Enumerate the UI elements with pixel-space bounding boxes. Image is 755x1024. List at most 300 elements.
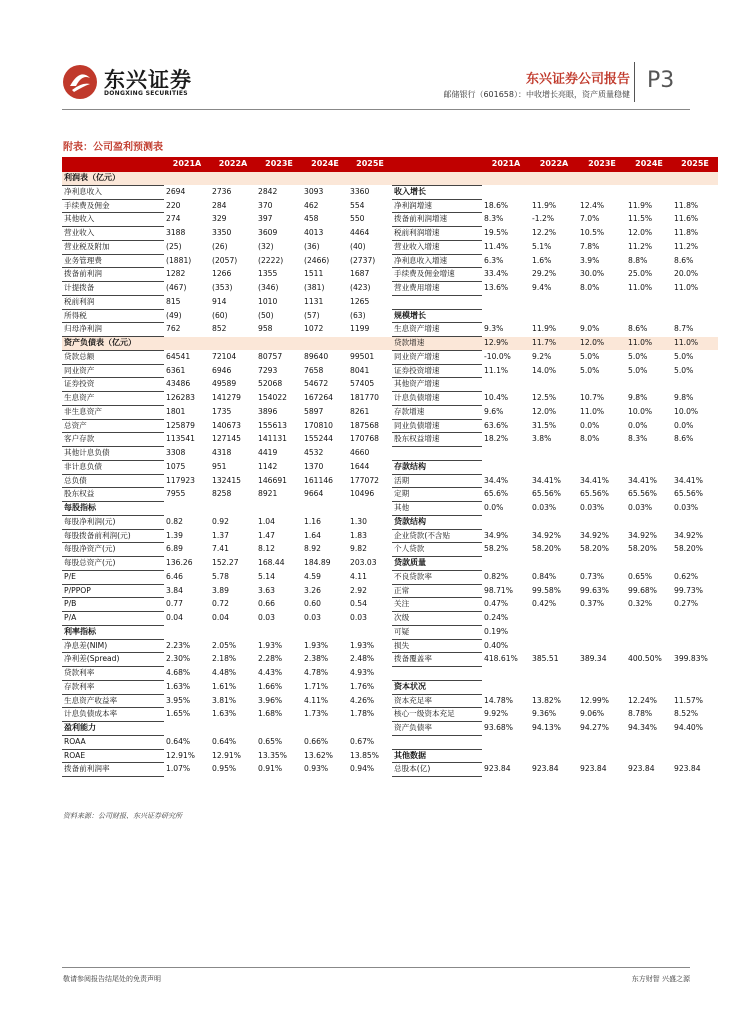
table-cell bbox=[164, 625, 210, 639]
table-cell: 2.28% bbox=[258, 654, 283, 664]
table-cell: 94.13% bbox=[532, 723, 561, 732]
table-cell: 34.41% bbox=[532, 475, 561, 485]
table-cell: 0.03% bbox=[532, 503, 557, 512]
table-cell: (26) bbox=[212, 241, 228, 251]
table-cell: 0.93% bbox=[304, 764, 329, 774]
table-cell: 951 bbox=[212, 461, 227, 471]
table-cell: 9.8% bbox=[674, 393, 694, 402]
row-label: 净利润增速 bbox=[392, 199, 482, 213]
table-cell bbox=[530, 749, 578, 763]
table-cell: 49589 bbox=[212, 379, 237, 389]
table-cell: (60) bbox=[212, 310, 228, 320]
table-cell bbox=[672, 172, 718, 185]
table-cell: 98.71% bbox=[484, 585, 513, 595]
table-cell bbox=[626, 172, 672, 185]
row-label: 手续费及佣金增速 bbox=[392, 268, 482, 282]
table-cell bbox=[578, 625, 626, 639]
table-cell: 400.50% bbox=[628, 654, 662, 664]
row-label: 生息资产增速 bbox=[392, 323, 482, 337]
disclaimer-note: 敬请参阅报告结尾处的免责声明 bbox=[63, 975, 161, 983]
table-cell: 58.20% bbox=[674, 544, 703, 554]
table-cell: 34.9% bbox=[484, 530, 509, 540]
table-cell: 13.85% bbox=[350, 750, 379, 760]
row-label: 贷款质量 bbox=[392, 557, 482, 571]
table-cell: 34.41% bbox=[580, 475, 609, 485]
row-label: 每股净利润(元) bbox=[62, 515, 164, 529]
table-cell bbox=[482, 309, 530, 323]
table-cell: 6946 bbox=[212, 365, 232, 375]
table-cell bbox=[530, 295, 578, 309]
table-cell: 9.6% bbox=[484, 406, 504, 416]
table-cell: 18.6% bbox=[484, 200, 509, 210]
column-header: 2025E bbox=[672, 157, 718, 172]
table-cell: 1511 bbox=[304, 269, 324, 279]
row-label: 不良贷款率 bbox=[392, 570, 482, 584]
table-cell: 65.56% bbox=[580, 489, 609, 499]
table-cell: 125879 bbox=[166, 420, 195, 430]
table-cell: 0.03 bbox=[258, 613, 275, 622]
table-cell bbox=[302, 172, 348, 185]
table-cell: 11.9% bbox=[532, 200, 557, 210]
table-cell: 0.62% bbox=[674, 571, 699, 581]
table-cell: 141279 bbox=[212, 393, 241, 402]
row-label: 贷款结构 bbox=[392, 515, 482, 529]
table-cell bbox=[578, 447, 626, 461]
row-label bbox=[392, 667, 482, 681]
table-cell: 94.27% bbox=[580, 723, 609, 732]
table-cell bbox=[348, 625, 392, 639]
table-cell: 1370 bbox=[304, 461, 324, 471]
row-label: 利率指标 bbox=[62, 625, 164, 639]
table-cell bbox=[210, 172, 256, 185]
table-cell: 8041 bbox=[350, 365, 370, 375]
table-cell: 4464 bbox=[350, 228, 370, 237]
table-cell bbox=[530, 625, 578, 639]
table-cell bbox=[672, 460, 718, 474]
table-row bbox=[62, 639, 718, 653]
table-cell: 3.84 bbox=[166, 585, 183, 595]
table-cell: 43486 bbox=[166, 379, 191, 389]
table-cell bbox=[530, 557, 578, 571]
table-cell: 7955 bbox=[166, 489, 186, 499]
table-row bbox=[62, 295, 718, 309]
row-label: 收入增长 bbox=[392, 185, 482, 199]
table-cell: 2.18% bbox=[212, 654, 237, 664]
table-cell bbox=[482, 378, 530, 392]
header-rule bbox=[62, 109, 690, 110]
table-cell: 58.2% bbox=[484, 544, 509, 554]
table-cell: 72104 bbox=[212, 351, 237, 361]
table-cell bbox=[578, 185, 626, 199]
table-cell bbox=[530, 680, 578, 694]
table-cell: 6361 bbox=[166, 365, 186, 375]
row-label: 税前利润增速 bbox=[392, 227, 482, 241]
row-label: 企业贷款(不含贴 bbox=[392, 529, 482, 543]
table-cell: 0.03% bbox=[580, 503, 605, 512]
table-cell: 9.36% bbox=[532, 709, 557, 719]
table-cell: 94.34% bbox=[628, 723, 657, 732]
table-row bbox=[62, 172, 718, 185]
table-cell: 34.4% bbox=[484, 475, 509, 485]
table-cell: (346) bbox=[258, 283, 279, 292]
table-cell bbox=[626, 680, 672, 694]
table-cell: 329 bbox=[212, 214, 227, 224]
table-cell: 3.9% bbox=[580, 255, 600, 265]
column-header: 2024E bbox=[302, 157, 348, 172]
table-cell: 0.60 bbox=[304, 599, 321, 609]
table-cell: 7293 bbox=[258, 365, 278, 375]
table-cell: 13.35% bbox=[258, 750, 287, 760]
table-cell: 762 bbox=[166, 324, 181, 334]
table-cell: 8921 bbox=[258, 489, 278, 499]
table-cell: 1.83 bbox=[350, 530, 367, 540]
table-cell: 11.7% bbox=[530, 337, 578, 351]
table-cell: 0.67% bbox=[350, 736, 375, 746]
table-cell: 3.96% bbox=[258, 695, 283, 705]
table-cell: 184.89 bbox=[304, 558, 331, 567]
table-cell: 9.3% bbox=[484, 324, 504, 334]
table-cell: 1.04 bbox=[258, 516, 275, 526]
table-cell bbox=[164, 172, 210, 185]
table-cell: 6.46 bbox=[166, 571, 183, 581]
forecast-table bbox=[62, 157, 718, 777]
table-cell: 155244 bbox=[304, 434, 333, 444]
row-label: 贷款利率 bbox=[62, 667, 164, 681]
table-cell: 3.63 bbox=[258, 585, 275, 595]
table-cell: 34.92% bbox=[628, 530, 657, 540]
company-logo-icon bbox=[62, 64, 98, 100]
table-cell bbox=[626, 625, 672, 639]
row-label: 营业费用增速 bbox=[392, 282, 482, 296]
row-label: 生息资产收益率 bbox=[62, 694, 164, 708]
table-cell: 0.66% bbox=[304, 736, 329, 746]
table-cell: 9.4% bbox=[532, 283, 552, 292]
table-row bbox=[62, 722, 718, 736]
table-cell: 0.84% bbox=[532, 571, 557, 581]
table-row bbox=[62, 557, 718, 571]
row-label: 资本充足率 bbox=[392, 694, 482, 708]
table-cell bbox=[210, 502, 256, 516]
row-label: 损失 bbox=[392, 639, 482, 653]
table-cell: 1010 bbox=[258, 296, 278, 306]
table-cell: (353) bbox=[212, 283, 233, 292]
table-row bbox=[62, 378, 718, 392]
table-cell: 0.65% bbox=[628, 571, 653, 581]
table-row bbox=[62, 667, 718, 681]
table-cell bbox=[626, 447, 672, 461]
table-cell: 19.5% bbox=[484, 228, 509, 237]
table-cell: 1199 bbox=[350, 324, 370, 334]
table-cell: 8.3% bbox=[628, 434, 648, 444]
table-cell: -10.0% bbox=[484, 351, 511, 361]
row-label: 核心一级资本充足 bbox=[392, 708, 482, 722]
table-cell: 1687 bbox=[350, 269, 370, 279]
table-cell: 0.0% bbox=[628, 420, 648, 430]
row-label: 净利息收入 bbox=[62, 185, 164, 199]
column-header: 2021A bbox=[482, 157, 530, 172]
table-cell bbox=[626, 309, 672, 323]
row-label: 税前利润 bbox=[62, 295, 164, 309]
table-cell bbox=[672, 667, 718, 681]
table-cell: 8.78% bbox=[628, 709, 653, 719]
row-label: 存款结构 bbox=[392, 460, 482, 474]
table-cell bbox=[164, 502, 210, 516]
table-cell bbox=[530, 185, 578, 199]
table-cell bbox=[578, 612, 626, 626]
row-label: 生息资产 bbox=[62, 392, 164, 406]
row-label: 归母净利润 bbox=[62, 323, 164, 337]
table-cell: 284 bbox=[212, 200, 227, 210]
table-cell: 0.03 bbox=[304, 613, 321, 622]
table-cell: 4.68% bbox=[166, 668, 191, 677]
row-label: ROAE bbox=[62, 749, 164, 763]
table-cell: 1.16 bbox=[304, 516, 321, 526]
column-header: 2025E bbox=[348, 157, 392, 172]
row-label: 存款增速 bbox=[392, 405, 482, 419]
row-label: 非生息资产 bbox=[62, 405, 164, 419]
table-cell bbox=[626, 515, 672, 529]
table-cell: 385.51 bbox=[532, 654, 559, 664]
table-cell: 10.7% bbox=[580, 393, 605, 402]
table-cell: 8.0% bbox=[580, 434, 600, 444]
table-cell bbox=[530, 460, 578, 474]
footer-slogan: 东方财智 兴盛之源 bbox=[631, 975, 690, 983]
table-cell: 923.84 bbox=[628, 764, 655, 774]
table-cell: 25.0% bbox=[628, 269, 653, 279]
table-cell bbox=[256, 502, 302, 516]
row-label bbox=[392, 172, 482, 185]
table-cell: (57) bbox=[304, 310, 320, 320]
table-cell: 0.64% bbox=[212, 736, 237, 746]
table-cell: 12.0% bbox=[628, 228, 653, 237]
table-cell: 9.06% bbox=[580, 709, 605, 719]
row-label: 正常 bbox=[392, 584, 482, 598]
row-label: 盈利能力 bbox=[62, 722, 164, 736]
table-row bbox=[62, 309, 718, 323]
table-cell: 370 bbox=[258, 200, 273, 210]
table-cell: 170810 bbox=[304, 420, 333, 430]
table-cell: 3.8% bbox=[532, 434, 552, 444]
table-cell: 11.4% bbox=[484, 241, 509, 251]
table-cell bbox=[482, 515, 530, 529]
column-header: 2021A bbox=[164, 157, 210, 172]
table-cell: 0.03% bbox=[628, 503, 653, 512]
table-cell: 8.92 bbox=[304, 544, 321, 554]
table-cell: 65.6% bbox=[484, 489, 509, 499]
row-label: 定期 bbox=[392, 488, 482, 502]
table-row bbox=[62, 502, 718, 516]
table-cell: 13.82% bbox=[532, 695, 561, 705]
table-cell: 0.0% bbox=[674, 420, 694, 430]
table-cell: -1.2% bbox=[532, 214, 555, 224]
table-cell: 397 bbox=[258, 214, 273, 224]
table-cell bbox=[482, 295, 530, 309]
table-cell: 9.92% bbox=[484, 709, 509, 719]
table-cell: 0.24% bbox=[484, 613, 509, 622]
table-cell: 12.4% bbox=[580, 200, 605, 210]
row-label: 每股指标 bbox=[62, 502, 164, 516]
report-header bbox=[62, 58, 690, 108]
table-cell: 1.61% bbox=[212, 681, 237, 691]
table-row bbox=[62, 199, 718, 213]
table-cell: 0.77 bbox=[166, 599, 183, 609]
table-cell: 11.0% bbox=[628, 283, 653, 292]
table-row bbox=[62, 240, 718, 254]
table-cell: 99.73% bbox=[674, 585, 703, 595]
table-cell: 65.56% bbox=[628, 489, 657, 499]
table-cell: 113541 bbox=[166, 434, 195, 444]
table-cell bbox=[482, 749, 530, 763]
table-cell bbox=[482, 172, 530, 185]
table-cell: 462 bbox=[304, 200, 319, 210]
table-cell: 8.52% bbox=[674, 709, 699, 719]
table-cell: 11.5% bbox=[628, 214, 653, 224]
table-cell: 168.44 bbox=[258, 558, 285, 567]
table-cell bbox=[256, 172, 302, 185]
table-cell bbox=[530, 515, 578, 529]
table-cell: 99.58% bbox=[532, 585, 561, 595]
table-cell: 9.82 bbox=[350, 544, 367, 554]
table-cell bbox=[164, 337, 210, 351]
table-cell: 3360 bbox=[350, 186, 370, 196]
table-row bbox=[62, 749, 718, 763]
table-cell: 1282 bbox=[166, 269, 186, 279]
table-cell: 389.34 bbox=[580, 654, 607, 664]
table-cell: (2737) bbox=[350, 255, 376, 265]
table-cell: 2694 bbox=[166, 186, 186, 196]
table-cell: 12.2% bbox=[532, 228, 557, 237]
table-cell bbox=[578, 667, 626, 681]
table-cell bbox=[482, 447, 530, 461]
row-label: 手续费及佣金 bbox=[62, 199, 164, 213]
table-cell: 3.81% bbox=[212, 695, 237, 705]
table-cell: 11.8% bbox=[674, 228, 699, 237]
table-cell: 4.43% bbox=[258, 668, 283, 677]
table-cell: 170768 bbox=[350, 434, 379, 444]
table-cell: 923.84 bbox=[484, 764, 511, 774]
table-cell bbox=[348, 502, 392, 516]
table-cell: 1801 bbox=[166, 406, 186, 416]
table-cell: (2057) bbox=[212, 255, 238, 265]
table-cell: 126283 bbox=[166, 393, 195, 402]
table-row bbox=[62, 680, 718, 694]
table-cell: 1.65% bbox=[166, 709, 191, 719]
row-label: P/A bbox=[62, 612, 164, 626]
row-label: 每股总资产(元) bbox=[62, 557, 164, 571]
table-cell bbox=[672, 749, 718, 763]
table-cell bbox=[672, 447, 718, 461]
table-cell: 12.91% bbox=[166, 750, 195, 760]
column-header bbox=[392, 157, 482, 172]
table-cell: 9664 bbox=[304, 489, 324, 499]
table-cell: 161146 bbox=[304, 475, 333, 485]
row-label: 同业负债增速 bbox=[392, 419, 482, 433]
table-cell: 0.32% bbox=[628, 599, 653, 609]
table-cell bbox=[482, 735, 530, 749]
table-row bbox=[62, 570, 718, 584]
table-cell: 93.68% bbox=[484, 723, 513, 732]
row-label: 客户存款 bbox=[62, 433, 164, 447]
row-label: 可疑 bbox=[392, 625, 482, 639]
table-cell: 6.89 bbox=[166, 544, 183, 554]
table-header-row bbox=[62, 157, 718, 172]
table-cell: 2736 bbox=[212, 186, 232, 196]
table-cell: 187568 bbox=[350, 420, 379, 430]
table-cell: 3308 bbox=[166, 448, 186, 457]
table-cell bbox=[210, 722, 256, 736]
row-label: 同业资产 bbox=[62, 364, 164, 378]
table-cell: 3.89 bbox=[212, 585, 229, 595]
table-cell: 1.66% bbox=[258, 681, 283, 691]
table-cell: 177072 bbox=[350, 475, 379, 485]
table-cell: 63.6% bbox=[484, 420, 509, 430]
table-cell bbox=[210, 337, 256, 351]
table-cell: 2.38% bbox=[304, 654, 329, 664]
table-row bbox=[62, 447, 718, 461]
table-cell: 5.0% bbox=[674, 365, 694, 375]
row-label: 计提拨备 bbox=[62, 282, 164, 296]
row-label bbox=[392, 295, 482, 309]
table-cell: 57405 bbox=[350, 379, 375, 389]
row-label: 股东权益 bbox=[62, 488, 164, 502]
table-row bbox=[62, 584, 718, 598]
table-cell: 1072 bbox=[304, 324, 324, 334]
row-label: 计息负债增速 bbox=[392, 392, 482, 406]
table-cell: 0.91% bbox=[258, 764, 283, 774]
table-cell: 1.30 bbox=[350, 516, 367, 526]
table-cell: 1.78% bbox=[350, 709, 375, 719]
table-cell: 146691 bbox=[258, 475, 287, 485]
table-cell bbox=[578, 735, 626, 749]
table-cell: 5.0% bbox=[674, 351, 694, 361]
table-cell bbox=[530, 172, 578, 185]
table-cell: 220 bbox=[166, 200, 181, 210]
table-cell: 0.19% bbox=[484, 626, 509, 636]
table-cell: 5.0% bbox=[628, 351, 648, 361]
table-cell: 11.57% bbox=[674, 695, 703, 705]
row-label: P/E bbox=[62, 570, 164, 584]
table-cell bbox=[578, 515, 626, 529]
table-cell: 0.42% bbox=[532, 599, 557, 609]
table-cell: 4419 bbox=[258, 448, 278, 457]
header-divider bbox=[634, 62, 635, 102]
table-cell: 5.0% bbox=[580, 365, 600, 375]
table-cell bbox=[578, 557, 626, 571]
row-label: 营业税及附加 bbox=[62, 240, 164, 254]
table-cell: 5.0% bbox=[628, 365, 648, 375]
table-cell: (467) bbox=[166, 283, 187, 292]
table-cell bbox=[348, 172, 392, 185]
table-cell bbox=[672, 625, 718, 639]
table-cell: 34.92% bbox=[674, 530, 703, 540]
row-label: P/B bbox=[62, 598, 164, 612]
table-cell bbox=[672, 309, 718, 323]
row-label: 净利息收入增速 bbox=[392, 254, 482, 268]
table-cell: 4318 bbox=[212, 448, 232, 457]
table-cell bbox=[578, 295, 626, 309]
table-cell: 11.2% bbox=[674, 241, 699, 251]
table-cell: 12.24% bbox=[628, 695, 657, 705]
table-cell: 99.63% bbox=[580, 585, 609, 595]
table-cell: 99501 bbox=[350, 351, 375, 361]
row-label: 营业收入 bbox=[62, 227, 164, 241]
table-cell: 14.0% bbox=[532, 365, 557, 375]
table-cell: 4.26% bbox=[350, 695, 375, 705]
table-cell: 94.40% bbox=[674, 723, 703, 732]
table-cell: 11.6% bbox=[674, 214, 699, 224]
column-header: 2022A bbox=[210, 157, 256, 172]
row-label: 所得税 bbox=[62, 309, 164, 323]
